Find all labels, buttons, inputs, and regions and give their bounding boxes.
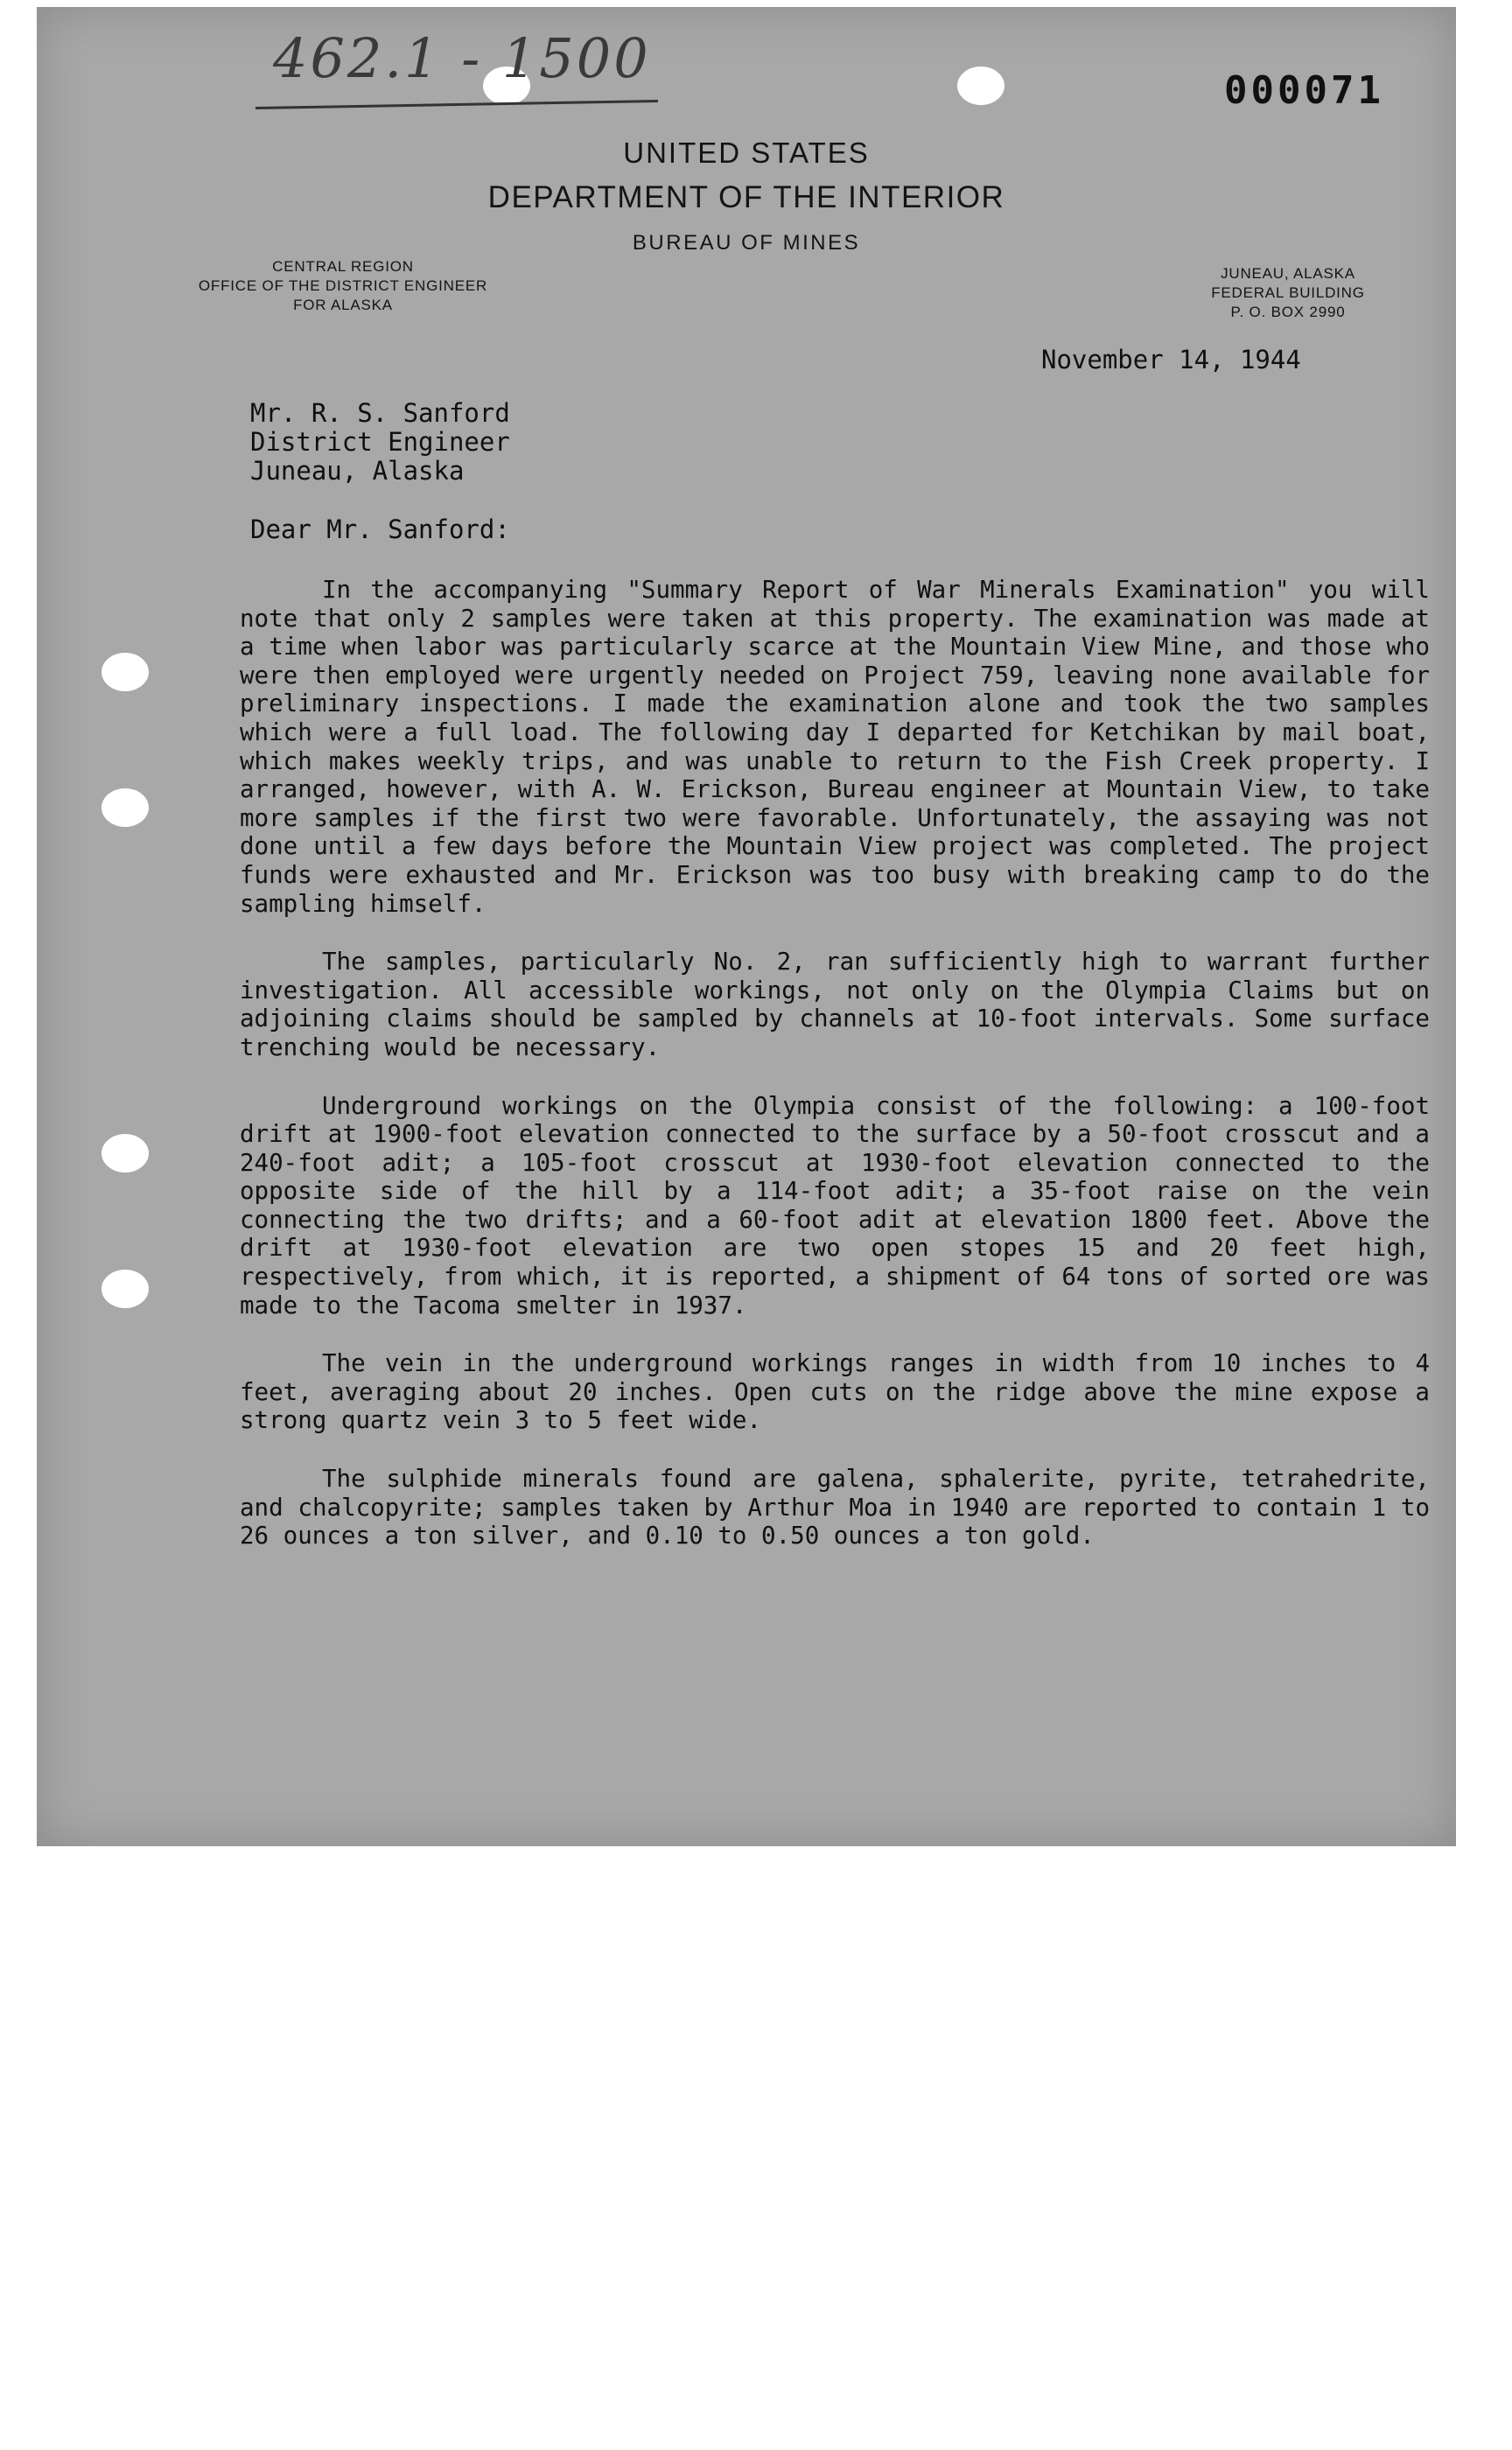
office-info-left [186, 257, 500, 315]
body-paragraph: The sulphide minerals found are galena, sphalerite, pyrite, tetrahedrite, and chalcopyrite; samples taken by Arthur Moa in 1940 are reported to contain 1 to 26 ounces a ton silver, and 0.10 to 0.50 ounces a ton gold. [240, 1465, 1430, 1550]
office-right-line: P. O. BOX 2990 [1230, 304, 1346, 320]
letter-body [240, 576, 1430, 1580]
punch-hole [102, 1134, 149, 1172]
office-info-right [1183, 264, 1393, 322]
handwritten-file-code: 462.1 - 1500 [273, 26, 651, 90]
office-left-line: FOR ALASKA [293, 297, 393, 313]
letter-date: November 14, 1944 [1041, 345, 1301, 374]
handwritten-underline [256, 100, 658, 109]
agency-bureau: BUREAU OF MINES [632, 231, 861, 255]
agency-department: DEPARTMENT OF THE INTERIOR [487, 180, 1005, 214]
body-paragraph: In the accompanying "Summary Report of War Minerals Examination" you will note that only 2 samples were taken at this property. The examination was made at a time when labor was particularly scarce at the Mountain View Mine, and those who were then employed were urgently needed on Project 759, leaving none available for preliminary inspections. I made the examination alone and took the two samples which were a full load. The following day I departed for Ketchikan by mail boat, which makes weekly trips, and was unable to return to the Fish Creek property. I arranged, however, with A. W. Erickson, Bureau engineer at Mountain View, to take more samples if the first two were favorable. Unfortunately, the assaying was not done until a few days before the Mountain View project was completed. The project funds were exhausted and Mr. Erickson was too busy with breaking camp to do the sampling himself. [240, 576, 1430, 918]
address-line: District Engineer [250, 427, 510, 457]
document-number: 000071 [1224, 68, 1384, 113]
letter-page [37, 7, 1456, 1846]
body-paragraph: Underground workings on the Olympia consist of the following: a 100-foot drift at 1900-foot elevation connected to the surface by a 50-foot crosscut and a 240-foot adit; a 105-foot crosscut at 1930-foot elevation connected to the opposite side of the hill by a 114-foot adit; a 35-foot raise on the vein connecting the two drifts; and a 60-foot adit at elevation 1800 feet. Above the drift at 1930-foot elevation are two open stopes 15 and 20 feet high, respectively, from which, it is reported, a shipment of 64 tons of sorted ore was made to the Tacoma smelter in 1937. [240, 1091, 1430, 1320]
office-right-line: JUNEAU, ALASKA [1221, 265, 1355, 282]
body-paragraph: The vein in the underground workings ranges in width from 10 inches to 4 feet, averaging about 20 inches. Open cuts on the ridge above the mine expose a strong quartz vein 3 to 5 feet wide. [240, 1349, 1430, 1435]
office-left-line: CENTRAL REGION [272, 258, 414, 275]
salutation: Dear Mr. Sanford: [250, 514, 510, 544]
punch-hole [102, 788, 149, 827]
address-line: Mr. R. S. Sanford [250, 398, 510, 428]
address-line: Juneau, Alaska [250, 456, 465, 486]
office-left-line: OFFICE OF THE DISTRICT ENGINEER [198, 277, 488, 294]
recipient-address [250, 399, 510, 486]
office-right-line: FEDERAL BUILDING [1211, 284, 1365, 301]
body-paragraph: The samples, particularly No. 2, ran sufficiently high to warrant further investigation. All accessible workings, not only on the Olympia Claims but on adjoining claims should be sampled by channels at 10-foot intervals. Some surface trenching would be necessary. [240, 948, 1430, 1061]
punch-hole [102, 653, 149, 691]
punch-hole [957, 66, 1004, 105]
punch-hole [102, 1270, 149, 1308]
agency-country: UNITED STATES [623, 136, 870, 169]
